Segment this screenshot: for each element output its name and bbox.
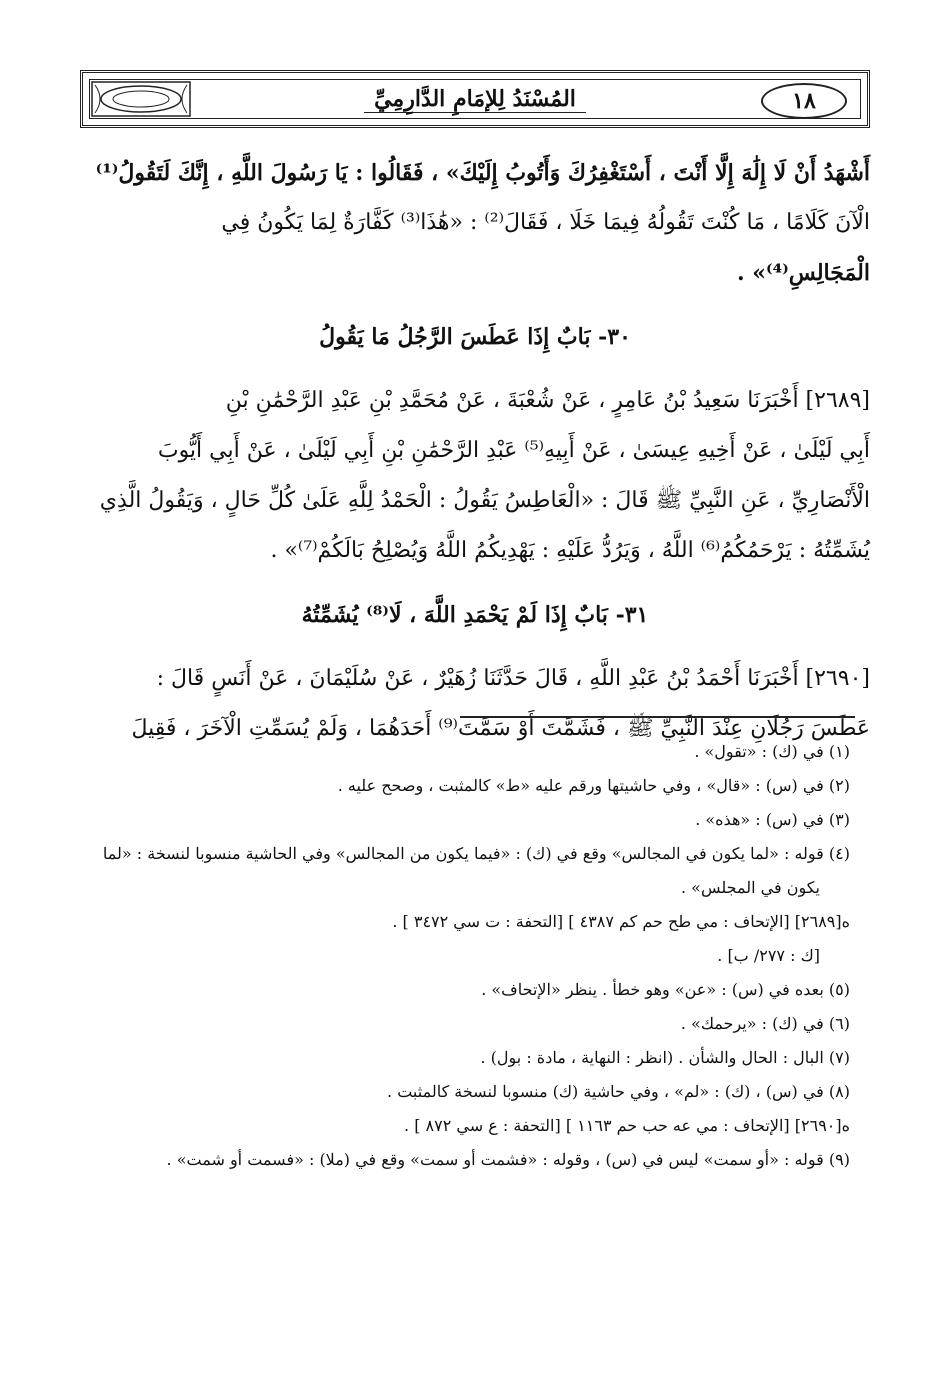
hadith-2690-line: [٢٦٩٠] أَخْبَرَنَا أَحْمَدُ بْنُ عَبْدِ اللَّهِ ، قَالَ حَدَّثَنَا زُهَيْرٌ ، عَنْ سُلَيْمَانَ ، عَنْ أَنَسٍ قَالَ : <box>156 666 870 691</box>
hadith-2689-line: أَبِي لَيْلَىٰ ، عَنْ أَخِيهِ عِيسَىٰ ، عَنْ أَبِيهِ⁽⁵⁾ عَبْدِ الرَّحْمَٰنِ بْنِ أَبِي لَيْلَىٰ ، عَنْ أَبِي أَيُّوبَ <box>157 438 870 463</box>
footnote: (٨) في (س) ، (ك) : «لم» ، وفي حاشية (ك) منسوبا لنسخة كالمثبت . <box>387 1082 850 1101</box>
book-title: المُسْنَدُ لِلإمَامِ الدَّارِمِيِّ <box>364 86 586 113</box>
hadith-2689-line: يُشَمِّتُهُ : يَرْحَمُكُمُ⁽⁶⁾ اللَّهُ ، وَيَرُدُّ عَلَيْهِ : يَهْدِيكُمُ اللَّهُ وَيُصْلِحُ بَالَكُمْ⁽⁷⁾» . <box>270 538 870 563</box>
footnote: (٧) البال : الحال والشأن . (انظر : النهاية ، مادة : بول) . <box>480 1048 850 1067</box>
footnotes <box>80 735 850 1177</box>
hadith-2689-line: الْأَنْصَارِيِّ ، عَنِ النَّبِيِّ ﷺ قَالَ : «الْعَاطِسُ يَقُولُ : الْحَمْدُ لِلَّهِ عَلَىٰ كُلِّ حَالٍ ، وَيَقُولُ الَّذِي <box>99 488 870 513</box>
footnote: [ك : ٢٧٧/ ب] . <box>717 946 820 965</box>
footnote-separator <box>460 716 855 718</box>
text-line: الْمَجَالِسِ⁽⁴⁾» . <box>736 260 870 286</box>
footnote: ە[٢٦٩٠] [الإتحاف : مي عه حب حم ١١٦٣ ] [التحفة : ع سي ٨٧٢ ] . <box>404 1116 850 1135</box>
footnote: (٩) قوله : «أو سمت» ليس في (س) ، وقوله : «فشمت أو سمت» وقع في (ملا) : «فسمت أو شمت» . <box>166 1150 850 1169</box>
text-line: الْآنَ كَلَامًا ، مَا كُنْتَ تَقُولُهُ فِيمَا خَلَا ، فَقَالَ⁽²⁾ : «هَٰذَا⁽³⁾ كَفَّارَةٌ لِمَا يَكُونُ فِي <box>221 210 870 235</box>
page-number: ١٨ <box>761 83 847 119</box>
chapter-heading-30: ٣٠- بَابٌ إِذَا عَطَسَ الرَّجُلُ مَا يَقُولُ <box>319 324 631 350</box>
chapter-heading-31: ٣١- بَابٌ إِذَا لَمْ يَحْمَدِ اللَّهَ ، لَا⁽⁸⁾ يُشَمِّتُهُ <box>301 602 649 628</box>
footnote: (٢) في (س) : «قال» ، وفي حاشيتها ورقم عليه «ط» كالمثبت ، وصحح عليه . <box>337 776 850 795</box>
hadith-2690-line: عَطَسَ رَجُلَانِ عِنْدَ النَّبِيِّ ﷺ ، فَشَمَّتَ أَوْ سَمَّتَ⁽⁹⁾ أَحَدَهُمَا ، وَلَمْ يُسَمِّتِ الْآخَرَ ، فَقِيلَ <box>131 716 870 741</box>
footnote: (١) في (ك) : «تقول» . <box>694 742 850 761</box>
footnote: (٥) بعده في (س) : «عن» وهو خطأ . ينظر «الإتحاف» . <box>481 980 850 999</box>
footnote: ە[٢٦٨٩] [الإتحاف : مي طح حم كم ٤٣٨٧ ] [التحفة : ت سي ٣٤٧٢ ] . <box>392 912 850 931</box>
hadith-2689-line: [٢٦٨٩] أَخْبَرَنَا سَعِيدُ بْنُ عَامِرٍ ، عَنْ شُعْبَةَ ، عَنْ مُحَمَّدِ بْنِ عَبْدِ الرَّحْمَٰنِ بْنِ <box>225 388 870 413</box>
text-line: أَشْهَدُ أَنْ لَا إِلَٰهَ إِلَّا أَنْتَ ، أَسْتَغْفِرُكَ وَأَتُوبُ إِلَيْكَ» ، فَقَالُوا : يَا رَسُولَ اللَّهِ ، إِنَّكَ لَتَقُولُ⁽¹⁾ <box>95 160 870 186</box>
main-text <box>80 148 870 754</box>
header-frame <box>89 79 861 119</box>
footnote: (٤) قوله : «لما يكون في المجالس» وقع في (ك) : «فيما يكون من المجالس» وفي الحاشية منسوبا لنسخة : «لما <box>102 844 850 863</box>
footnote: يكون في المجلس» . <box>680 878 820 897</box>
footnote: (٦) في (ك) : «يرحمك» . <box>680 1014 850 1033</box>
ornament-left-icon <box>91 81 191 117</box>
page-header <box>80 70 870 128</box>
footnote: (٣) في (س) : «هذه» . <box>695 810 850 829</box>
